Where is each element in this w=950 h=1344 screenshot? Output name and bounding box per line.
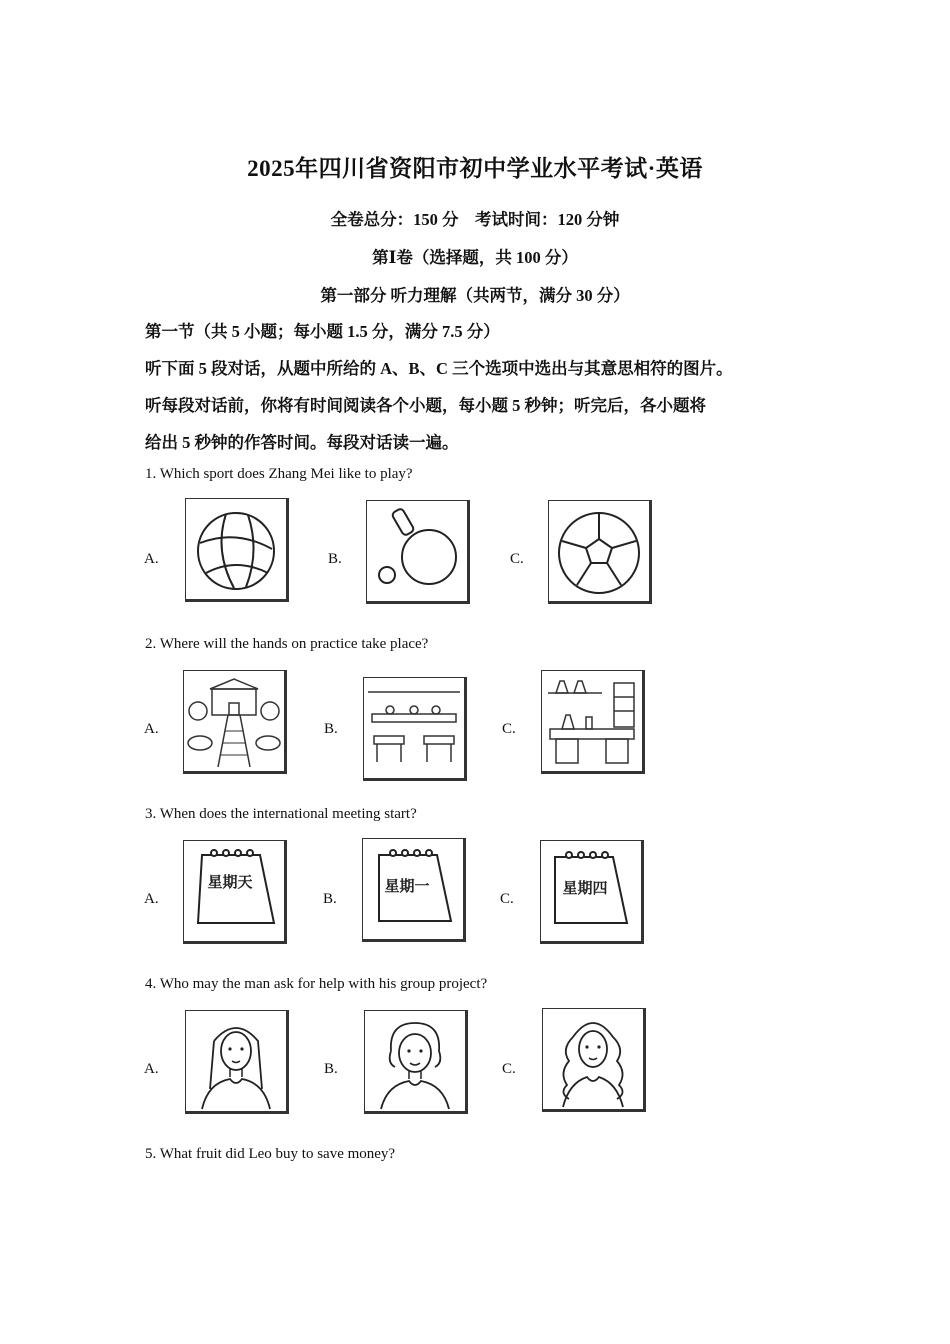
classroom-icon [364,678,464,778]
question-4: 4. Who may the man ask for help with his group project? [145,976,488,992]
option-label: A. [144,891,159,907]
school-garden-icon [184,671,284,771]
option-c-image[interactable] [541,670,645,774]
calendar-day-text: 星期一 [384,877,430,895]
page-title: 2025年四川省资阳市初中学业水平考试·英语 [247,156,703,181]
volume-heading: 第Ⅰ卷（选择题，共 100 分） [372,248,578,267]
calendar-icon [184,841,284,941]
calendar-day-text: 星期四 [562,879,608,897]
option-label: C. [510,551,524,567]
exam-meta: 全卷总分：150 分 考试时间：120 分钟 [330,210,620,229]
option-label: A. [144,1061,159,1077]
part-heading: 第一部分 听力理解（共两节，满分 30 分） [320,286,630,305]
option-b-image[interactable] [366,500,470,604]
woman-long-hair-icon [186,1011,286,1111]
option-label: B. [323,891,337,907]
calendar-icon [541,841,641,941]
calendar-day-text: 星期天 [207,873,253,891]
woman-wavy-hair-icon [543,1009,643,1109]
option-label: B. [324,1061,338,1077]
ping-pong-icon [367,501,467,601]
instruction-line: 听每段对话前，你将有时间阅读各个小题，每小题 5 秒钟；听完后，各小题将 [145,396,706,415]
option-a-image[interactable] [185,498,289,602]
basketball-icon [186,499,286,599]
option-label: C. [502,1061,516,1077]
option-a-image[interactable] [183,670,287,774]
option-b-image[interactable] [363,677,467,781]
option-b-image[interactable] [364,1010,468,1114]
option-b-image[interactable] [362,838,466,942]
question-5: 5. What fruit did Leo buy to save money? [145,1146,396,1162]
question-1: 1. Which sport does Zhang Mei like to play? [145,466,413,482]
option-c-image[interactable] [542,1008,646,1112]
option-c-image[interactable] [548,500,652,604]
instruction-line: 给出 5 秒钟的作答时间。每段对话读一遍。 [145,433,459,452]
option-label: C. [502,721,516,737]
old-woman-icon [365,1011,465,1111]
option-a-image[interactable] [185,1010,289,1114]
section-heading: 第一节（共 5 小题；每小题 1.5 分，满分 7.5 分） [145,322,500,341]
instruction-line: 听下面 5 段对话，从题中所给的 A、B、C 三个选项中选出与其意思相符的图片。 [145,359,733,378]
question-2: 2. Where will the hands on practice take place? [145,636,429,652]
option-label: A. [144,551,159,567]
option-label: A. [144,721,159,737]
option-a-image[interactable] [183,840,287,944]
calendar-icon [363,839,463,939]
question-3: 3. When does the international meeting start? [145,806,417,822]
option-label: C. [500,891,514,907]
option-c-image[interactable] [540,840,644,944]
football-icon [549,501,649,601]
lab-icon [542,671,642,771]
option-label: B. [324,721,338,737]
option-label: B. [328,551,342,567]
